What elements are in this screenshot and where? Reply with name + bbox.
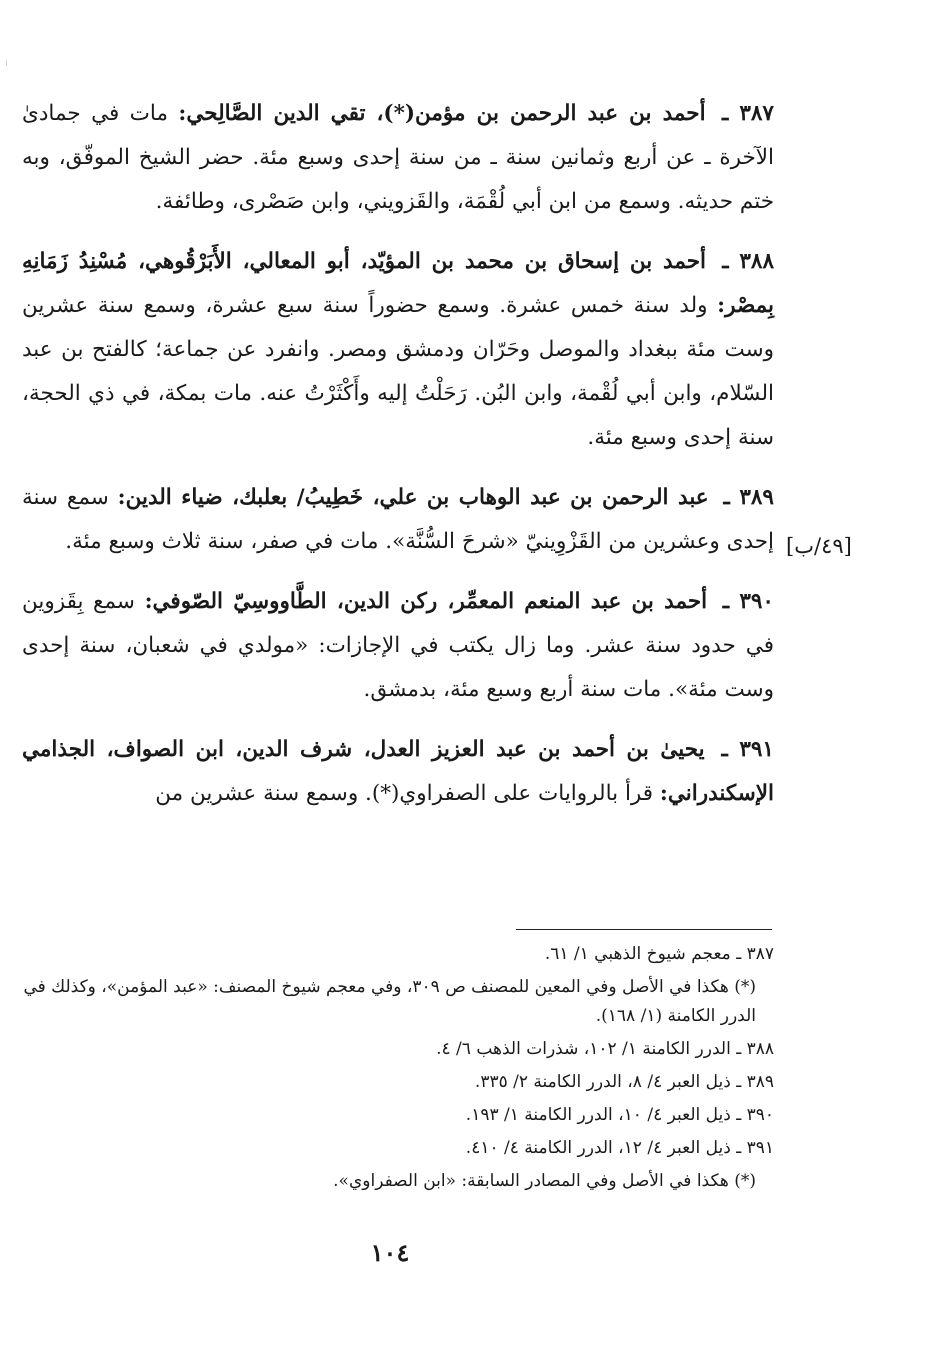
- entry-text: مات في جمادىٰ الآخرة ـ عن أربع وثمانين سنة ـ من سنة إحدى وسبع مئة. حضر الشيخ الموفّق، وبه ختم حديثه. وسمع من ابن أبي لُقْمَة، والقَزويني، وابن صَصْرى، وطائفة.: [22, 101, 774, 214]
- entry-number: ٣٩١ ـ: [721, 737, 774, 762]
- entry-name: أحمد بن عبد الرحمن بن مؤمن(*)، تقي الدين الصَّالِحي:: [178, 101, 706, 126]
- entry-text: سمع بِقَزوين في حدود سنة عشر. وما زال يكتب في الإجازات: «مولدي في شعبان، سنة إحدى وست مئة». مات سنة أربع وسبع مئة، بدمشق.: [22, 589, 774, 702]
- entry-387: [22, 92, 774, 224]
- footnote: (*) هكذا في الأصل وفي المعين للمصنف ص ٣٠٩، وفي معجم شيوخ المصنف: «عبد المؤمن»، وكذلك في الدرر الكامنة (١/ ١٦٨).: [23, 977, 756, 1026]
- entry-text: ولد سنة خمس عشرة. وسمع حضوراً سنة سبع عشرة، وسمع سنة عشرين وست مئة ببغداد والموصل وحَرّان ودمشق ومصر. وانفرد عن جماعة؛ كالفتح بن عبد السّلام، وابن أبي لُقْمة، وابن البُن. رَحَلْتُ إليه وأَكْثَرْتُ عنه. مات بمكة، في ذي الحجة، سنة إحدى وسبع مئة.: [22, 293, 774, 450]
- entry-number: ٣٩٠ ـ: [722, 589, 774, 614]
- entry-name: عبد الرحمن بن عبد الوهاب بن علي، خَطِيبُ/ بعلبك، ضياء الدين:: [117, 485, 709, 510]
- entry-389: [22, 476, 774, 564]
- footnote: (*) هكذا في الأصل وفي المصادر السابقة: «ابن الصفراوي».: [333, 1171, 756, 1191]
- entry-number: ٣٨٨ ـ: [722, 249, 774, 274]
- footnote: ٣٩١ ـ ذيل العبر ٤/ ١٢، الدرر الكامنة ٤/ ٤١٠.: [465, 1138, 774, 1158]
- entry-text: سمع سنة إحدى وعشرين من القَزْوِينيّ «شرحَ السُّنَّة». مات في صفر، سنة ثلاث وسبع مئة.: [22, 485, 774, 554]
- entry-390: [22, 580, 774, 712]
- footnote: ٣٨٨ ـ الدرر الكامنة ١/ ١٠٢، شذرات الذهب ٦/ ٤.: [436, 1039, 774, 1059]
- entry-text: قرأ بالروايات على الصفراوي(*). وسمع سنة عشرين من: [155, 781, 654, 806]
- footnote-separator: [516, 929, 772, 930]
- entry-388: [22, 240, 774, 460]
- biography-entries: [22, 92, 774, 832]
- footnotes: [22, 940, 774, 1200]
- entry-name: أحمد بن إسحاق بن محمد بن المؤيّد، أبو المعالي، الأَبَرْقُوهي، مُسْنِدُ زَمَانِهِ بِمصْر:: [22, 249, 775, 318]
- entry-number: ٣٨٩ ـ: [723, 485, 774, 510]
- footnote: ٣٩٠ ـ ذيل العبر ٤/ ١٠، الدرر الكامنة ١/ ١٩٣.: [465, 1105, 774, 1125]
- entry-number: ٣٨٧ ـ: [721, 101, 774, 126]
- entry-name: يحيىٰ بن أحمد بن عبد العزيز العدل، شرف الدين، ابن الصواف، الجذامي الإسكندراني:: [22, 737, 774, 806]
- manuscript-folio-marker: [٤٩/ب]: [786, 534, 852, 558]
- entry-391: [22, 728, 774, 816]
- footnote: ٣٨٧ ـ معجم شيوخ الذهبي ١/ ٦١.: [544, 944, 774, 964]
- page-number: ١٠٤: [370, 1238, 410, 1267]
- scan-artifact: [6, 60, 7, 66]
- entry-name: أحمد بن عبد المنعم المعمِّر، ركن الدين، الطَّاووسِيّ الصّوفي:: [144, 589, 708, 614]
- footnote: ٣٨٩ ـ ذيل العبر ٤/ ٨، الدرر الكامنة ٢/ ٣٣٥.: [474, 1072, 774, 1092]
